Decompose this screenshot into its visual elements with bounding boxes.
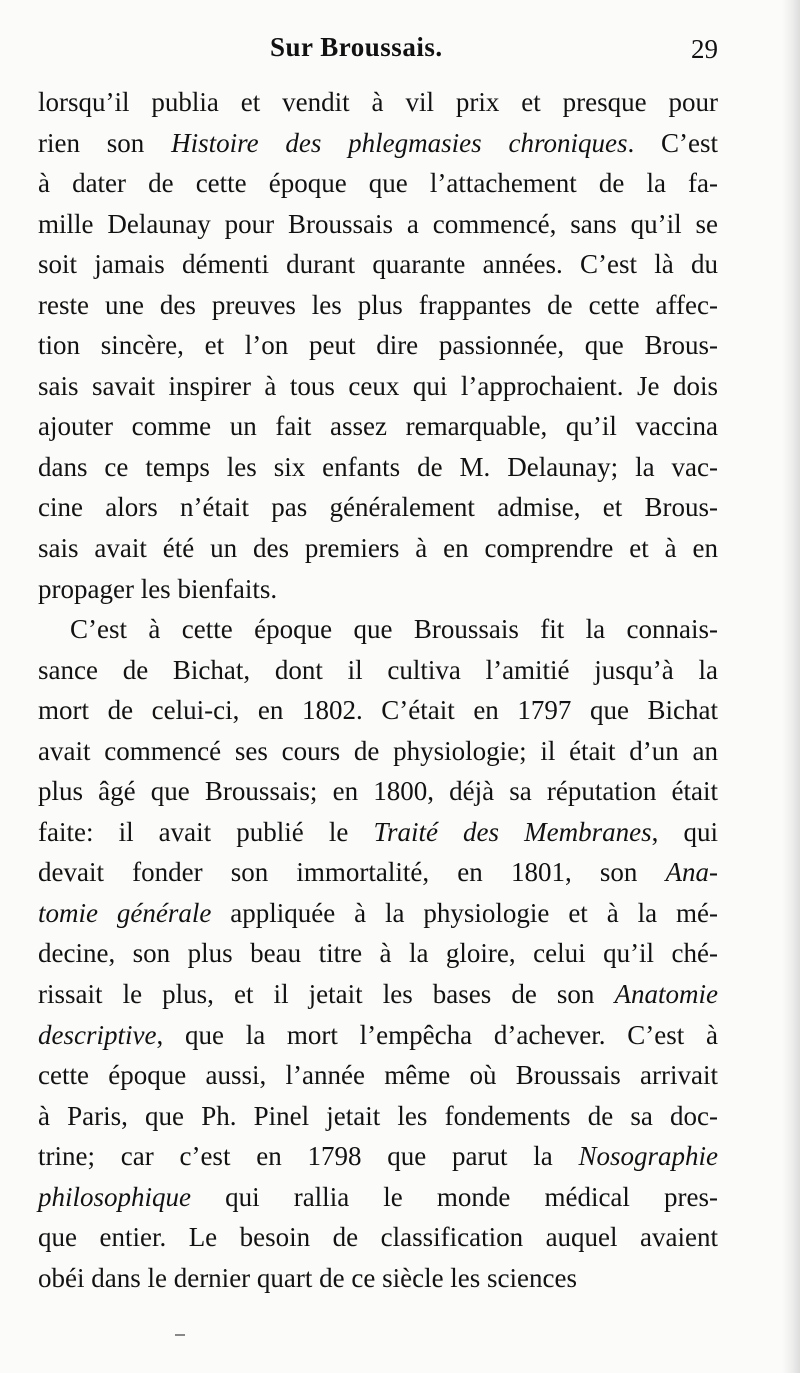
text-line (38, 447, 718, 488)
text-run: , que la mort l’empêcha d’achever. C’est à (156, 1019, 718, 1050)
text-line (38, 325, 718, 366)
italic-title: Nosographie (578, 1141, 718, 1172)
text-line (38, 163, 718, 204)
text-run: avait commencé ses cours de physiologie; il était d’un an (38, 735, 718, 766)
text-line (38, 123, 718, 164)
text-run: mille Delaunay pour Broussais a commencé, sans qu’il se (38, 208, 718, 239)
text-run: lorsqu’il publia et vendit à vil prix et presque pour (38, 87, 718, 117)
text-line (38, 528, 718, 569)
text-run: C’est à cette époque que Broussais fit la connais- (70, 614, 718, 645)
italic-title: Histoire des phlegmasies chroniques (171, 127, 628, 158)
text-run: decine, son plus beau titre à la gloire, celui qu’il ché- (38, 938, 718, 969)
text-run: sance de Bichat, dont il cultiva l’amitié jusqu’à la (38, 654, 718, 685)
text-run: . C’est (627, 127, 718, 158)
text-line (38, 569, 718, 610)
page-header (38, 28, 718, 74)
text-line (38, 650, 718, 691)
text-run: trine; car c’est en 1798 que parut la (38, 1141, 579, 1172)
text-run: , qui (651, 816, 718, 847)
text-run: obéi dans le dernier quart de ce siècle les sciences (38, 1262, 577, 1293)
text-line (38, 974, 718, 1015)
page-gutter-shadow (782, 0, 800, 1373)
text-run: ajouter comme un fait assez remarquable, qu’il vaccina (38, 411, 718, 442)
text-line (38, 366, 718, 407)
running-title: Sur Broussais. (270, 32, 443, 62)
italic-title: Anatomie (614, 979, 718, 1010)
text-run: cine alors n’était pas généralement admise, et Brous- (38, 492, 718, 523)
print-mark (175, 1334, 185, 1336)
text-line (38, 893, 718, 934)
italic-title: Traité des Membranes (373, 816, 652, 847)
text-run: devait fonder son immortalité, en 1801, son (38, 857, 666, 888)
text-line (38, 244, 718, 285)
text-line (38, 1136, 718, 1177)
text-line (38, 1177, 718, 1218)
text-run: reste une des preuves les plus frappantes de cette affec- (38, 289, 718, 320)
text-line (38, 285, 718, 326)
text-run: mort de celui-ci, en 1802. C’était en 1797 que Bichat (38, 695, 718, 726)
text-run: que entier. Le besoin de classification auquel avaient (38, 1222, 718, 1253)
text-line (38, 1096, 718, 1137)
text-line (38, 204, 718, 245)
text-run: plus âgé que Broussais; en 1800, déjà sa réputation était (38, 776, 718, 807)
italic-title: descriptive (38, 1019, 157, 1050)
text-run: à dater de cette époque que l’attachement de la fa- (38, 168, 718, 199)
text-run: à Paris, que Ph. Pinel jetait les fondements de sa doc- (38, 1100, 718, 1131)
italic-title: philosophique (38, 1181, 191, 1212)
text-run: dans ce temps les six enfants de M. Delaunay; la vac- (38, 451, 718, 482)
text-line (38, 487, 718, 528)
text-line (38, 609, 718, 650)
text-run: rissait le plus, et il jetait les bases de son (38, 979, 615, 1010)
text-line (38, 731, 718, 772)
text-run: qui rallia le monde médical pres- (191, 1181, 718, 1212)
text-run: faite: il avait publié le (38, 816, 374, 847)
text-run: soit jamais démenti durant quarante années. C’est là du (38, 249, 718, 280)
text-run: sais savait inspirer à tous ceux qui l’approchaient. Je dois (38, 370, 718, 401)
text-line (38, 933, 718, 974)
text-line (38, 1055, 718, 1096)
text-line (38, 406, 718, 447)
body-text (38, 82, 718, 1298)
text-run: tion sincère, et l’on peut dire passionnée, que Brous- (38, 330, 718, 361)
text-line (38, 852, 718, 893)
italic-title: Ana- (665, 857, 718, 888)
text-line (38, 1258, 718, 1299)
text-run: sais avait été un des premiers à en comprendre et à en (38, 533, 718, 564)
text-line (38, 771, 718, 812)
text-line (38, 812, 718, 853)
text-run: rien son (38, 127, 172, 158)
text-line (38, 82, 718, 123)
text-line (38, 1015, 718, 1056)
text-run: cette époque aussi, l’année même où Broussais arrivait (38, 1060, 718, 1091)
page-number: 29 (691, 34, 718, 64)
italic-title: tomie générale (38, 897, 212, 928)
text-run: appliquée à la physiologie et à la mé- (211, 897, 718, 928)
text-line (38, 690, 718, 731)
text-line (38, 1217, 718, 1258)
text-run: propager les bienfaits. (38, 573, 278, 604)
